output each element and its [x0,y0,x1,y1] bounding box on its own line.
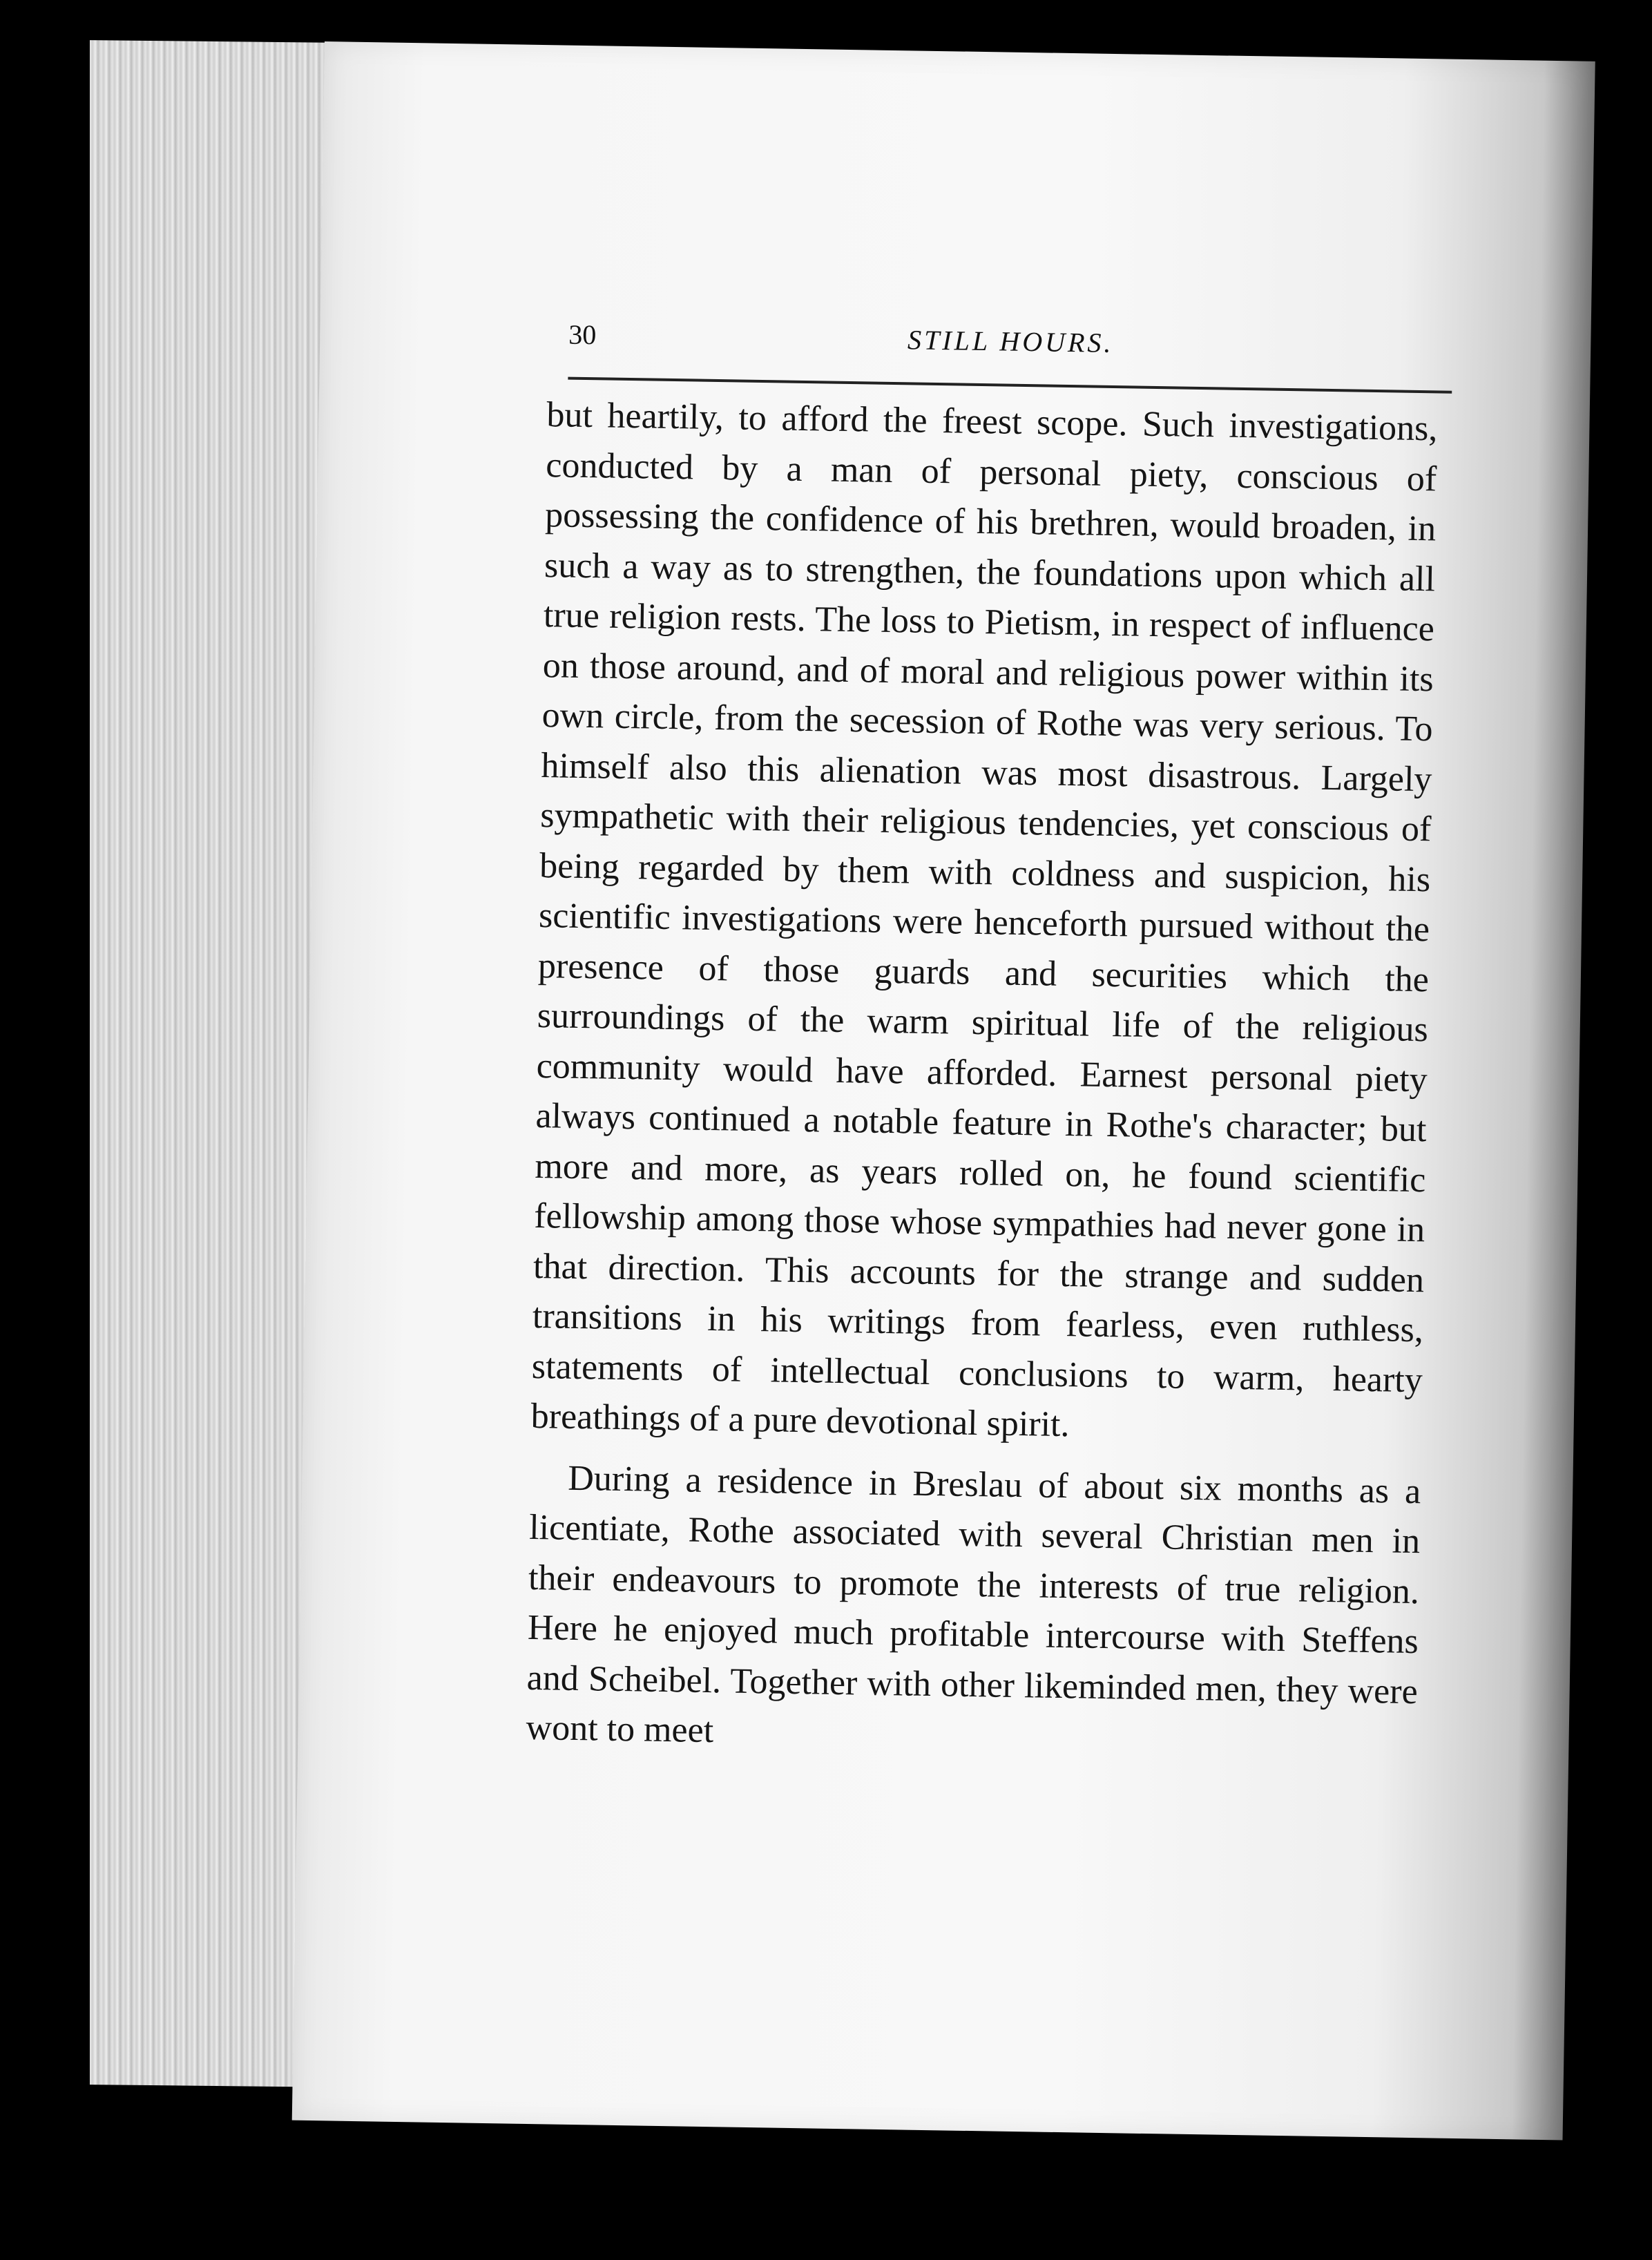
book-page [292,41,1595,2141]
paragraph: but heartily, to afford the freest scope. Such investigations, conducted by a man of personal piety, conscious of possessing the confidence of his brethren, would broaden, in such a way as to strengthen, the foundations upon which all true religion rests. The loss to Pietism, in respect of influence on those around, and of moral and religious power within its own circle, from the secession of Rothe was very serious. To himself also this alienation was most disastrous. Largely sympathetic with their religious tendencies, yet conscious of being regarded by them with coldness and suspicion, his scientific investigations were henceforth pursued without the presence of those guards and securities which the surroundings of the warm spiritual life of the religious community would have afforded. Earnest personal piety always continued a notable feature in Rothe's character; but more and more, as years rolled on, he found scientific fellowship among those whose sympathies had never gone in that direction. This accounts for the strange and sudden transitions in his writings from fearless, even ruthless, statements of intellectual conclusions to warm, hearty breathings of a pure devotional spirit. [530,395,1438,1445]
page-number: 30 [568,318,597,351]
running-title: STILL HOURS. [907,324,1114,358]
paragraph: During a residence in Breslau of about six months as a licentiate, Rothe associated with several Christian men in their endeavours to promote the interests of true religion. Here he enjoyed much profitable intercourse with Steffens and Scheibel. Together with other likeminded men, they were wont to meet [526,1458,1421,1751]
page-header [568,318,1452,387]
body-text [526,390,1438,1768]
